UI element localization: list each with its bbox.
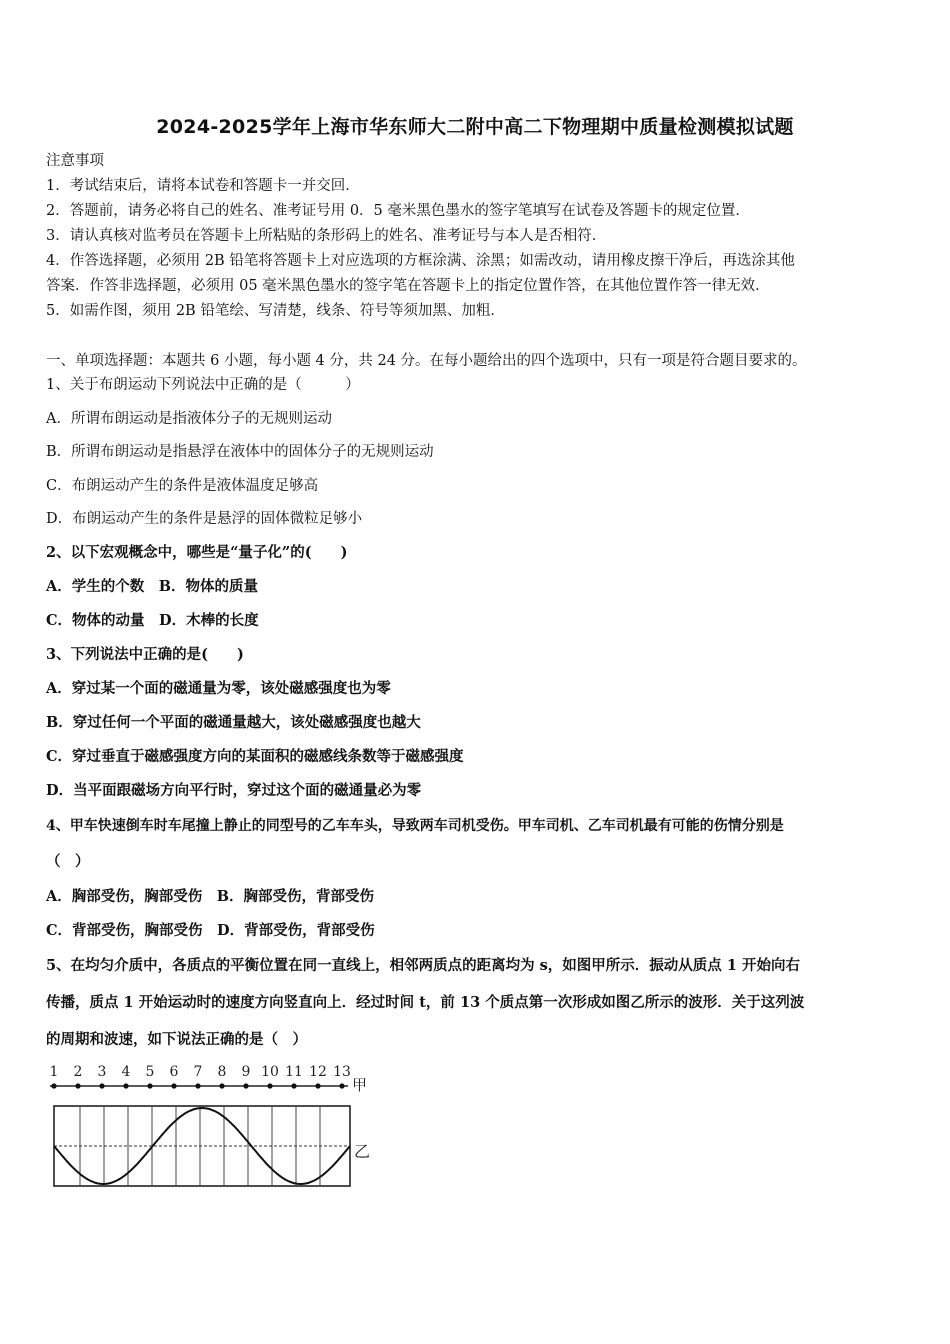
q4-stem: 4、甲车快速倒车时车尾撞上静止的同型号的乙车车头，导致两车司机受伤。甲车司机、乙车司机最有可能的伤情分别是 bbox=[46, 818, 784, 834]
q3-option-a: A．穿过某一个面的磁通量为零，该处磁感强度也为零 bbox=[46, 680, 391, 697]
notice-item-4: 4．作答选择题，必须用 2B 铅笔将答题卡上对应选项的方框涂满、涂黑；如需改动，请用橡皮擦干净后，再选涂其他 bbox=[46, 253, 795, 269]
q2-options-ab: A．学生的个数 B．物体的质量 bbox=[46, 578, 259, 595]
particle-dot-8 bbox=[219, 1083, 224, 1088]
q5-stem-line2: 传播，质点 1 开始运动时的速度方向竖直向上．经过时间 t，前 13 个质点第一次形成如图乙所示的波形．关于这列波 bbox=[46, 994, 805, 1011]
particle-label-6: 6 bbox=[169, 1064, 179, 1080]
q5-stem-line1: 5、在均匀介质中，各质点的平衡位置在同一直线上，相邻两质点的距离均为 s，如图甲所示．振动从质点 1 开始向右 bbox=[46, 957, 800, 974]
notice-item-3: 3．请认真核对监考员在答题卡上所粘贴的条形码上的姓名、准考证号与本人是否相符． bbox=[46, 228, 607, 244]
q1-option-a: A．所谓布朗运动是指液体分子的无规则运动 bbox=[46, 411, 332, 427]
label-jia: 甲 bbox=[352, 1076, 368, 1094]
q4-stem-bracket: （ ） bbox=[46, 853, 90, 870]
q3-option-b: B．穿过任何一个平面的磁通量越大，该处磁感强度也越大 bbox=[46, 714, 421, 731]
particle-label-13: 13 bbox=[333, 1064, 351, 1080]
q3-option-d: D．当平面跟磁场方向平行时，穿过这个面的磁通量必为零 bbox=[46, 782, 422, 799]
q5-stem-line3: 的周期和波速，如下说法正确的是（ ） bbox=[46, 1031, 307, 1048]
q1-stem: 1、关于布朗运动下列说法中正确的是（ ） bbox=[46, 377, 360, 393]
notice-item-1: 1．考试结束后，请将本试卷和答题卡一并交回． bbox=[46, 178, 360, 194]
particle-dot-3 bbox=[99, 1083, 104, 1088]
q3-stem: 3、下列说法中正确的是( ) bbox=[46, 646, 244, 663]
q2-options-cd: C．物体的动量 D．木棒的长度 bbox=[46, 612, 259, 629]
particle-dot-10 bbox=[267, 1083, 272, 1088]
particle-label-12: 12 bbox=[309, 1064, 327, 1080]
q2-stem: 2、以下宏观概念中，哪些是“量子化”的( ) bbox=[46, 544, 348, 561]
particle-label-11: 11 bbox=[285, 1064, 303, 1080]
particle-dot-7 bbox=[195, 1083, 200, 1088]
particle-label-8: 8 bbox=[217, 1064, 227, 1080]
figure-jia bbox=[50, 1064, 367, 1094]
q1-option-d: D．布朗运动产生的条件是悬浮的固体微粒足够小 bbox=[46, 511, 363, 527]
notice-heading: 注意事项 bbox=[46, 153, 104, 169]
figure-yi bbox=[54, 1106, 370, 1186]
particle-label-2: 2 bbox=[73, 1064, 83, 1080]
particle-dot-1 bbox=[51, 1083, 56, 1088]
particle-label-9: 9 bbox=[241, 1064, 251, 1080]
q1-option-b: B．所谓布朗运动是指悬浮在液体中的固体分子的无规则运动 bbox=[46, 444, 434, 460]
particle-label-3: 3 bbox=[97, 1064, 107, 1080]
particle-dot-2 bbox=[75, 1083, 80, 1088]
particle-dot-6 bbox=[171, 1083, 176, 1088]
label-yi: 乙 bbox=[354, 1142, 371, 1161]
particle-labels bbox=[50, 1064, 351, 1080]
q4-options-cd: C．背部受伤，胸部受伤 D．背部受伤，背部受伤 bbox=[46, 922, 375, 939]
particle-dot-13 bbox=[339, 1083, 344, 1088]
notice-item-2: 2．答题前，请务必将自己的姓名、准考证号用 0．5 毫米黑色墨水的签字笔填写在试卷及答题卡的规定位置． bbox=[46, 203, 750, 219]
q3-option-c: C．穿过垂直于磁感强度方向的某面积的磁感线条数等于磁感强度 bbox=[46, 748, 464, 765]
particle-dot-12 bbox=[315, 1083, 320, 1088]
wave-figure bbox=[44, 1064, 384, 1194]
notice-item-4-cont: 答案．作答非选择题，必须用 05 毫米黑色墨水的签字笔在答题卡上的指定位置作答，在其他位置作答一律无效． bbox=[46, 278, 770, 294]
section-heading: 一、单项选择题：本题共 6 小题，每小题 4 分，共 24 分。在每小题给出的四个选项中，只有一项是符合题目要求的。 bbox=[46, 353, 807, 369]
q1-option-c: C．布朗运动产生的条件是液体温度足够高 bbox=[46, 478, 319, 494]
particle-dot-11 bbox=[291, 1083, 296, 1088]
particle-dot-4 bbox=[123, 1083, 128, 1088]
particle-label-5: 5 bbox=[145, 1064, 155, 1080]
notice-item-5: 5．如需作图，须用 2B 铅笔绘、写清楚，线条、符号等须加黑、加粗． bbox=[46, 303, 505, 319]
particle-label-1: 1 bbox=[49, 1064, 59, 1080]
q4-options-ab: A．胸部受伤，胸部受伤 B．胸部受伤，背部受伤 bbox=[46, 888, 375, 905]
particle-label-7: 7 bbox=[193, 1064, 203, 1080]
particle-label-4: 4 bbox=[121, 1064, 131, 1080]
page-title: 2024-2025学年上海市华东师大二附中高二下物理期中质量检测模拟试题 bbox=[156, 116, 794, 138]
particle-dot-5 bbox=[147, 1083, 152, 1088]
particle-label-10: 10 bbox=[261, 1064, 279, 1080]
particle-dot-9 bbox=[243, 1083, 248, 1088]
